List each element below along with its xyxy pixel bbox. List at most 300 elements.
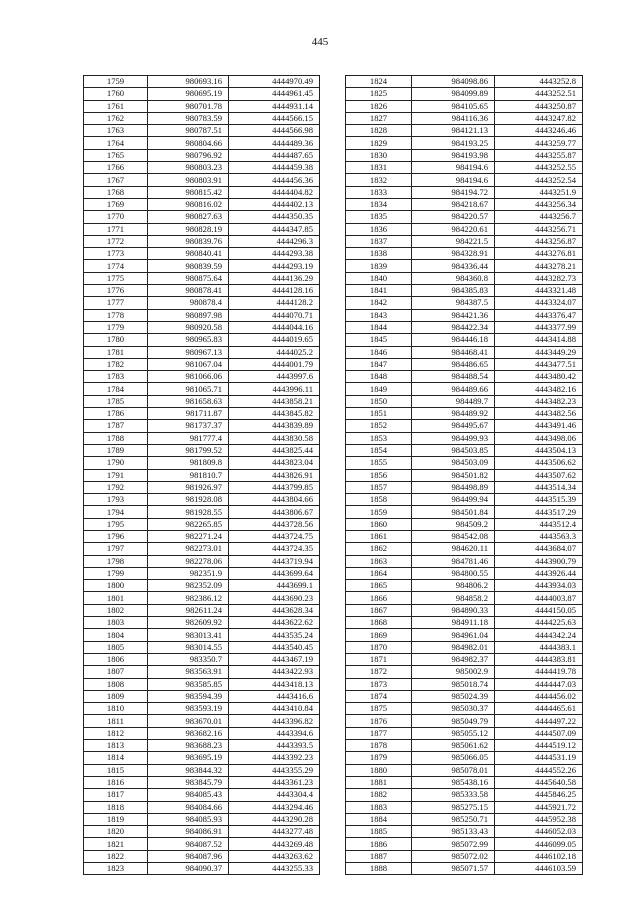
- y-coordinate-cell: 4443414.88: [495, 334, 583, 346]
- x-coordinate-cell: 981777.4: [148, 432, 229, 444]
- x-coordinate-cell: 984509.2: [412, 518, 495, 530]
- point-number-cell: 1772: [84, 235, 148, 247]
- table-row: [84, 76, 320, 88]
- x-coordinate-cell: 984086.91: [148, 826, 229, 838]
- point-number-cell: 1856: [346, 469, 412, 481]
- table-row: [346, 186, 583, 198]
- point-number-cell: 1786: [84, 408, 148, 420]
- table-row: [346, 863, 583, 875]
- x-coordinate-cell: 984099.89: [412, 88, 495, 100]
- x-coordinate-cell: 984468.41: [412, 346, 495, 358]
- table-row: [346, 272, 583, 284]
- x-coordinate-cell: 983013.41: [148, 629, 229, 641]
- table-row: [346, 580, 583, 592]
- y-coordinate-cell: 4444128.16: [229, 285, 320, 297]
- point-number-cell: 1883: [346, 801, 412, 813]
- y-coordinate-cell: 4443799.85: [229, 481, 320, 493]
- point-number-cell: 1880: [346, 764, 412, 776]
- table-row: [346, 752, 583, 764]
- point-number-cell: 1869: [346, 629, 412, 641]
- table-row: [84, 149, 320, 161]
- y-coordinate-cell: 4446099.05: [495, 838, 583, 850]
- y-coordinate-cell: 4443376.47: [495, 309, 583, 321]
- x-coordinate-cell: 980783.59: [148, 112, 229, 124]
- y-coordinate-cell: 4444128.2: [229, 297, 320, 309]
- point-number-cell: 1855: [346, 457, 412, 469]
- y-coordinate-cell: 4443482.56: [495, 408, 583, 420]
- point-number-cell: 1768: [84, 186, 148, 198]
- point-number-cell: 1770: [84, 211, 148, 223]
- point-number-cell: 1828: [346, 125, 412, 137]
- y-coordinate-cell: 4444961.45: [229, 88, 320, 100]
- point-number-cell: 1864: [346, 567, 412, 579]
- x-coordinate-cell: 980920.58: [148, 321, 229, 333]
- y-coordinate-cell: 4443563.3: [495, 530, 583, 542]
- table-row: [346, 740, 583, 752]
- table-row: [84, 863, 320, 875]
- table-row: [346, 641, 583, 653]
- point-number-cell: 1832: [346, 174, 412, 186]
- y-coordinate-cell: 4443514.34: [495, 481, 583, 493]
- table-row: [346, 530, 583, 542]
- x-coordinate-cell: 980828.19: [148, 223, 229, 235]
- y-coordinate-cell: 4443269.48: [229, 838, 320, 850]
- x-coordinate-cell: 980701.78: [148, 100, 229, 112]
- y-coordinate-cell: 4446052.03: [495, 826, 583, 838]
- y-coordinate-cell: 4443498.06: [495, 432, 583, 444]
- point-number-cell: 1818: [84, 801, 148, 813]
- table-row: [346, 211, 583, 223]
- table-row: [346, 371, 583, 383]
- table-row: [346, 457, 583, 469]
- x-coordinate-cell: 980803.23: [148, 162, 229, 174]
- table-row: [84, 137, 320, 149]
- y-coordinate-cell: 4444459.38: [229, 162, 320, 174]
- x-coordinate-cell: 980875.64: [148, 272, 229, 284]
- point-number-cell: 1816: [84, 776, 148, 788]
- y-coordinate-cell: 4443477.51: [495, 358, 583, 370]
- point-number-cell: 1795: [84, 518, 148, 530]
- point-number-cell: 1870: [346, 641, 412, 653]
- table-row: [84, 223, 320, 235]
- table-row: [346, 567, 583, 579]
- point-number-cell: 1806: [84, 653, 148, 665]
- table-row: [346, 617, 583, 629]
- point-number-cell: 1802: [84, 604, 148, 616]
- point-number-cell: 1821: [84, 838, 148, 850]
- y-coordinate-cell: 4443506.62: [495, 457, 583, 469]
- point-number-cell: 1801: [84, 592, 148, 604]
- y-coordinate-cell: 4445952.38: [495, 813, 583, 825]
- y-coordinate-cell: 4443252.8: [495, 76, 583, 88]
- x-coordinate-cell: 984890.33: [412, 604, 495, 616]
- y-coordinate-cell: 4443830.58: [229, 432, 320, 444]
- point-number-cell: 1796: [84, 530, 148, 542]
- table-row: [346, 162, 583, 174]
- table-row: [346, 88, 583, 100]
- table-row: [346, 518, 583, 530]
- x-coordinate-cell: 981066.06: [148, 371, 229, 383]
- point-number-cell: 1831: [346, 162, 412, 174]
- y-coordinate-cell: 4443418.13: [229, 678, 320, 690]
- table-row: [84, 801, 320, 813]
- table-row: [346, 469, 583, 481]
- y-coordinate-cell: 4443259.77: [495, 137, 583, 149]
- y-coordinate-cell: 4444489.36: [229, 137, 320, 149]
- point-number-cell: 1814: [84, 752, 148, 764]
- x-coordinate-cell: 984503.09: [412, 457, 495, 469]
- point-number-cell: 1789: [84, 444, 148, 456]
- y-coordinate-cell: 4443823.04: [229, 457, 320, 469]
- table-row: [84, 506, 320, 518]
- x-coordinate-cell: 985333.58: [412, 789, 495, 801]
- table-row: [346, 285, 583, 297]
- point-number-cell: 1817: [84, 789, 148, 801]
- table-row: [84, 530, 320, 542]
- table-row: [346, 543, 583, 555]
- table-row: [346, 506, 583, 518]
- y-coordinate-cell: 4443690.23: [229, 592, 320, 604]
- table-row: [346, 174, 583, 186]
- y-coordinate-cell: 4443699.64: [229, 567, 320, 579]
- x-coordinate-cell: 984194.6: [412, 162, 495, 174]
- x-coordinate-cell: 983014.55: [148, 641, 229, 653]
- x-coordinate-cell: 983682.16: [148, 727, 229, 739]
- x-coordinate-cell: 981737.37: [148, 420, 229, 432]
- y-coordinate-cell: 4443628.34: [229, 604, 320, 616]
- point-number-cell: 1809: [84, 690, 148, 702]
- table-row: [346, 235, 583, 247]
- x-coordinate-cell: 980787.51: [148, 125, 229, 137]
- x-coordinate-cell: 982352.09: [148, 580, 229, 592]
- x-coordinate-cell: 984328.91: [412, 248, 495, 260]
- point-number-cell: 1851: [346, 408, 412, 420]
- point-number-cell: 1837: [346, 235, 412, 247]
- table-row: [346, 198, 583, 210]
- point-number-cell: 1840: [346, 272, 412, 284]
- x-coordinate-cell: 980897.98: [148, 309, 229, 321]
- point-number-cell: 1803: [84, 617, 148, 629]
- y-coordinate-cell: 4443467.19: [229, 653, 320, 665]
- y-coordinate-cell: 4443512.4: [495, 518, 583, 530]
- y-coordinate-cell: 4443699.1: [229, 580, 320, 592]
- x-coordinate-cell: 984085.43: [148, 789, 229, 801]
- point-number-cell: 1774: [84, 260, 148, 272]
- table-row: [346, 395, 583, 407]
- y-coordinate-cell: 4443263.62: [229, 850, 320, 862]
- table-row: [84, 543, 320, 555]
- y-coordinate-cell: 4443825.44: [229, 444, 320, 456]
- point-number-cell: 1886: [346, 838, 412, 850]
- x-coordinate-cell: 981711.87: [148, 408, 229, 420]
- point-number-cell: 1790: [84, 457, 148, 469]
- point-number-cell: 1872: [346, 666, 412, 678]
- point-number-cell: 1775: [84, 272, 148, 284]
- table-row: [84, 752, 320, 764]
- table-row: [84, 444, 320, 456]
- x-coordinate-cell: 983593.19: [148, 703, 229, 715]
- y-coordinate-cell: 4443251.9: [495, 186, 583, 198]
- y-coordinate-cell: 4443321.48: [495, 285, 583, 297]
- table-row: [84, 481, 320, 493]
- x-coordinate-cell: 984501.84: [412, 506, 495, 518]
- y-coordinate-cell: 4444070.71: [229, 309, 320, 321]
- x-coordinate-cell: 982609.92: [148, 617, 229, 629]
- point-number-cell: 1834: [346, 198, 412, 210]
- table-row: [346, 813, 583, 825]
- x-coordinate-cell: 985061.62: [412, 740, 495, 752]
- y-coordinate-cell: 4444419.78: [495, 666, 583, 678]
- x-coordinate-cell: 984982.37: [412, 653, 495, 665]
- table-row: [84, 88, 320, 100]
- point-number-cell: 1885: [346, 826, 412, 838]
- table-row: [346, 137, 583, 149]
- table-row: [346, 727, 583, 739]
- point-number-cell: 1875: [346, 703, 412, 715]
- table-row: [84, 125, 320, 137]
- point-number-cell: 1763: [84, 125, 148, 137]
- x-coordinate-cell: 983563.91: [148, 666, 229, 678]
- point-number-cell: 1876: [346, 715, 412, 727]
- point-number-cell: 1785: [84, 395, 148, 407]
- point-number-cell: 1820: [84, 826, 148, 838]
- x-coordinate-cell: 985049.79: [412, 715, 495, 727]
- point-number-cell: 1881: [346, 776, 412, 788]
- y-coordinate-cell: 4444019.65: [229, 334, 320, 346]
- y-coordinate-cell: 4444970.49: [229, 76, 320, 88]
- table-row: [84, 838, 320, 850]
- point-number-cell: 1777: [84, 297, 148, 309]
- y-coordinate-cell: 4444225.63: [495, 617, 583, 629]
- point-number-cell: 1882: [346, 789, 412, 801]
- x-coordinate-cell: 984218.67: [412, 198, 495, 210]
- table-row: [84, 383, 320, 395]
- table-row: [84, 850, 320, 862]
- x-coordinate-cell: 984336.44: [412, 260, 495, 272]
- x-coordinate-cell: 982278.06: [148, 555, 229, 567]
- y-coordinate-cell: 4444507.09: [495, 727, 583, 739]
- x-coordinate-cell: 984489.66: [412, 383, 495, 395]
- y-coordinate-cell: 4443926.44: [495, 567, 583, 579]
- y-coordinate-cell: 4444404.82: [229, 186, 320, 198]
- y-coordinate-cell: 4443393.5: [229, 740, 320, 752]
- table-row: [84, 112, 320, 124]
- table-row: [346, 690, 583, 702]
- table-row: [84, 629, 320, 641]
- point-number-cell: 1819: [84, 813, 148, 825]
- table-row: [84, 764, 320, 776]
- table-row: [84, 260, 320, 272]
- y-coordinate-cell: 4443361.23: [229, 776, 320, 788]
- table-row: [346, 703, 583, 715]
- x-coordinate-cell: 980695.19: [148, 88, 229, 100]
- y-coordinate-cell: 4444383.81: [495, 653, 583, 665]
- point-number-cell: 1830: [346, 149, 412, 161]
- point-number-cell: 1887: [346, 850, 412, 862]
- x-coordinate-cell: 984193.98: [412, 149, 495, 161]
- table-row: [84, 494, 320, 506]
- table-row: [84, 567, 320, 579]
- point-number-cell: 1868: [346, 617, 412, 629]
- point-number-cell: 1829: [346, 137, 412, 149]
- x-coordinate-cell: 984422.34: [412, 321, 495, 333]
- y-coordinate-cell: 4444003.87: [495, 592, 583, 604]
- point-number-cell: 1788: [84, 432, 148, 444]
- x-coordinate-cell: 984858.2: [412, 592, 495, 604]
- y-coordinate-cell: 4443728.56: [229, 518, 320, 530]
- y-coordinate-cell: 4444383.1: [495, 641, 583, 653]
- table-row: [84, 715, 320, 727]
- y-coordinate-cell: 4443515.39: [495, 494, 583, 506]
- y-coordinate-cell: 4443724.35: [229, 543, 320, 555]
- y-coordinate-cell: 4443517.29: [495, 506, 583, 518]
- x-coordinate-cell: 984105.65: [412, 100, 495, 112]
- x-coordinate-cell: 984098.86: [412, 76, 495, 88]
- x-coordinate-cell: 982271.24: [148, 530, 229, 542]
- x-coordinate-cell: 984800.55: [412, 567, 495, 579]
- point-number-cell: 1853: [346, 432, 412, 444]
- table-row: [346, 715, 583, 727]
- table-row: [346, 112, 583, 124]
- x-coordinate-cell: 982265.85: [148, 518, 229, 530]
- table-row: [346, 309, 583, 321]
- x-coordinate-cell: 984542.08: [412, 530, 495, 542]
- point-number-cell: 1873: [346, 678, 412, 690]
- y-coordinate-cell: 4443294.46: [229, 801, 320, 813]
- x-coordinate-cell: 981809.8: [148, 457, 229, 469]
- point-number-cell: 1800: [84, 580, 148, 592]
- y-coordinate-cell: 4444552.26: [495, 764, 583, 776]
- table-row: [346, 826, 583, 838]
- y-coordinate-cell: 4443290.28: [229, 813, 320, 825]
- y-coordinate-cell: 4443507.62: [495, 469, 583, 481]
- point-number-cell: 1808: [84, 678, 148, 690]
- point-number-cell: 1799: [84, 567, 148, 579]
- y-coordinate-cell: 4443256.71: [495, 223, 583, 235]
- point-number-cell: 1867: [346, 604, 412, 616]
- x-coordinate-cell: 985078.01: [412, 764, 495, 776]
- point-number-cell: 1842: [346, 297, 412, 309]
- x-coordinate-cell: 981065.71: [148, 383, 229, 395]
- y-coordinate-cell: 4444566.15: [229, 112, 320, 124]
- table-row: [346, 420, 583, 432]
- point-number-cell: 1827: [346, 112, 412, 124]
- x-coordinate-cell: 980839.59: [148, 260, 229, 272]
- x-coordinate-cell: 984498.89: [412, 481, 495, 493]
- x-coordinate-cell: 984385.83: [412, 285, 495, 297]
- x-coordinate-cell: 983350.7: [148, 653, 229, 665]
- point-number-cell: 1852: [346, 420, 412, 432]
- table-row: [84, 813, 320, 825]
- point-number-cell: 1769: [84, 198, 148, 210]
- point-number-cell: 1759: [84, 76, 148, 88]
- table-row: [84, 653, 320, 665]
- y-coordinate-cell: 4443416.6: [229, 690, 320, 702]
- table-row: [84, 248, 320, 260]
- table-row: [84, 678, 320, 690]
- table-row: [346, 408, 583, 420]
- y-coordinate-cell: 4444025.2: [229, 346, 320, 358]
- x-coordinate-cell: 985071.57: [412, 863, 495, 875]
- y-coordinate-cell: 4444497.22: [495, 715, 583, 727]
- page-number: 445: [311, 36, 329, 48]
- x-coordinate-cell: 984360.8: [412, 272, 495, 284]
- x-coordinate-cell: 984194.72: [412, 186, 495, 198]
- y-coordinate-cell: 4443806.67: [229, 506, 320, 518]
- y-coordinate-cell: 4444293.19: [229, 260, 320, 272]
- x-coordinate-cell: 981067.04: [148, 358, 229, 370]
- x-coordinate-cell: 984193.25: [412, 137, 495, 149]
- point-number-cell: 1761: [84, 100, 148, 112]
- x-coordinate-cell: 984499.93: [412, 432, 495, 444]
- y-coordinate-cell: 4443247.82: [495, 112, 583, 124]
- point-number-cell: 1825: [346, 88, 412, 100]
- y-coordinate-cell: 4443256.34: [495, 198, 583, 210]
- y-coordinate-cell: 4443684.07: [495, 543, 583, 555]
- x-coordinate-cell: 985275.15: [412, 801, 495, 813]
- y-coordinate-cell: 4443255.33: [229, 863, 320, 875]
- point-number-cell: 1839: [346, 260, 412, 272]
- left-coordinate-table: [83, 75, 320, 875]
- y-coordinate-cell: 4443282.73: [495, 272, 583, 284]
- table-row: [84, 297, 320, 309]
- table-row: [84, 617, 320, 629]
- x-coordinate-cell: 984194.6: [412, 174, 495, 186]
- x-coordinate-cell: 980815.42: [148, 186, 229, 198]
- table-row: [346, 334, 583, 346]
- point-number-cell: 1826: [346, 100, 412, 112]
- y-coordinate-cell: 4443535.24: [229, 629, 320, 641]
- y-coordinate-cell: 4444566.98: [229, 125, 320, 137]
- right-table-body: [346, 76, 583, 875]
- y-coordinate-cell: 4443482.16: [495, 383, 583, 395]
- table-row: [84, 186, 320, 198]
- x-coordinate-cell: 984085.93: [148, 813, 229, 825]
- table-row: [84, 457, 320, 469]
- y-coordinate-cell: 4444044.16: [229, 321, 320, 333]
- x-coordinate-cell: 980878.41: [148, 285, 229, 297]
- table-row: [346, 358, 583, 370]
- left-table-body: [84, 76, 320, 875]
- y-coordinate-cell: 4444487.65: [229, 149, 320, 161]
- x-coordinate-cell: 984499.94: [412, 494, 495, 506]
- point-number-cell: 1866: [346, 592, 412, 604]
- x-coordinate-cell: 984220.57: [412, 211, 495, 223]
- table-row: [346, 666, 583, 678]
- x-coordinate-cell: 981926.97: [148, 481, 229, 493]
- x-coordinate-cell: 984087.96: [148, 850, 229, 862]
- x-coordinate-cell: 983695.19: [148, 752, 229, 764]
- point-number-cell: 1804: [84, 629, 148, 641]
- x-coordinate-cell: 984446.18: [412, 334, 495, 346]
- point-number-cell: 1798: [84, 555, 148, 567]
- x-coordinate-cell: 982351.9: [148, 567, 229, 579]
- y-coordinate-cell: 4443410.84: [229, 703, 320, 715]
- x-coordinate-cell: 984087.52: [148, 838, 229, 850]
- x-coordinate-cell: 984116.36: [412, 112, 495, 124]
- table-row: [346, 764, 583, 776]
- point-number-cell: 1810: [84, 703, 148, 715]
- x-coordinate-cell: 985030.37: [412, 703, 495, 715]
- y-coordinate-cell: 4444447.03: [495, 678, 583, 690]
- y-coordinate-cell: 4443324.07: [495, 297, 583, 309]
- x-coordinate-cell: 982611.24: [148, 604, 229, 616]
- table-row: [346, 789, 583, 801]
- table-row: [346, 776, 583, 788]
- y-coordinate-cell: 4443422.93: [229, 666, 320, 678]
- table-row: [346, 555, 583, 567]
- y-coordinate-cell: 4446103.59: [495, 863, 583, 875]
